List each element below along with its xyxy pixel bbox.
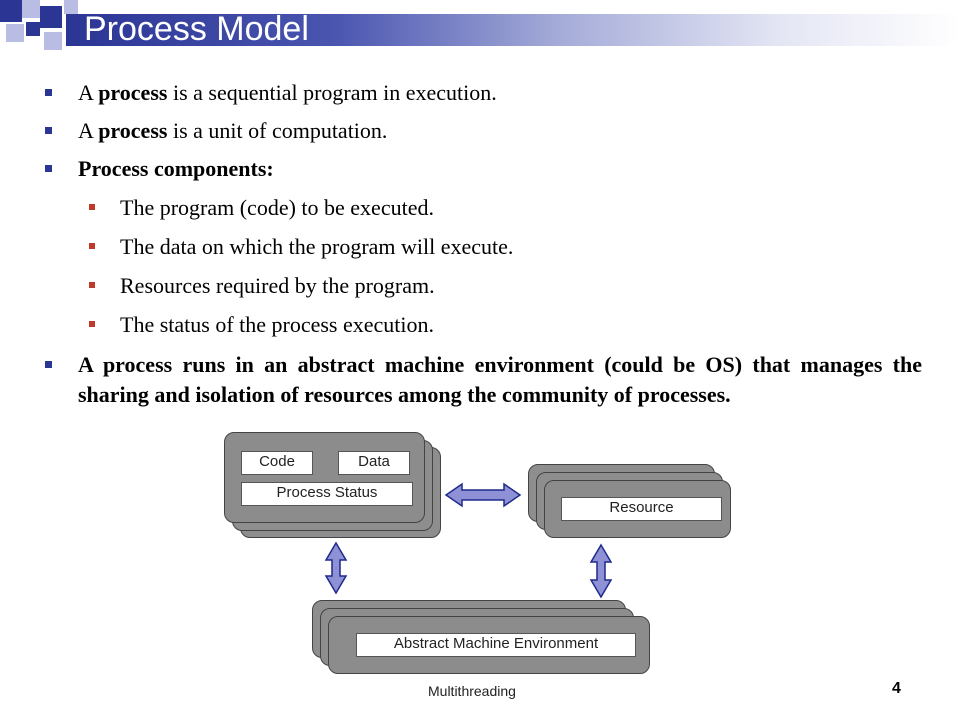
sub-bullet-text: The status of the process execution. (120, 312, 435, 337)
page-number: 4 (892, 680, 901, 697)
sub-bullet-text: The data on which the program will execute. (120, 234, 514, 259)
bullet-text: A process runs in an abstract machine environment (could be OS) that manages the sharing and isolation of resources among the community of processes. (78, 352, 922, 407)
bullet-text: A (78, 118, 99, 143)
double-arrow-vertical-right (591, 545, 611, 597)
double-arrow-vertical-left (326, 543, 346, 593)
page-title: Process Model (84, 10, 309, 48)
bullet-text: is a unit of computation. (167, 118, 388, 143)
bullet-text: is a sequential program in execution. (167, 80, 497, 105)
code-label: Code (241, 451, 313, 475)
bullet-heading: Process components: (78, 156, 274, 181)
process-status-label: Process Status (241, 482, 413, 506)
ame-label: Abstract Machine Environment (356, 633, 636, 657)
sub-bullet-text: The program (code) to be executed. (120, 195, 434, 220)
data-label: Data (338, 451, 410, 475)
bullet-bold: process (98, 80, 168, 105)
bullet-text: A (78, 80, 99, 105)
sub-bullet-text: Resources required by the program. (120, 273, 435, 298)
resource-label: Resource (561, 497, 722, 521)
bullet-bold: process (98, 118, 168, 143)
footer-text: Multithreading (428, 683, 516, 699)
double-arrow-horizontal (446, 484, 520, 506)
